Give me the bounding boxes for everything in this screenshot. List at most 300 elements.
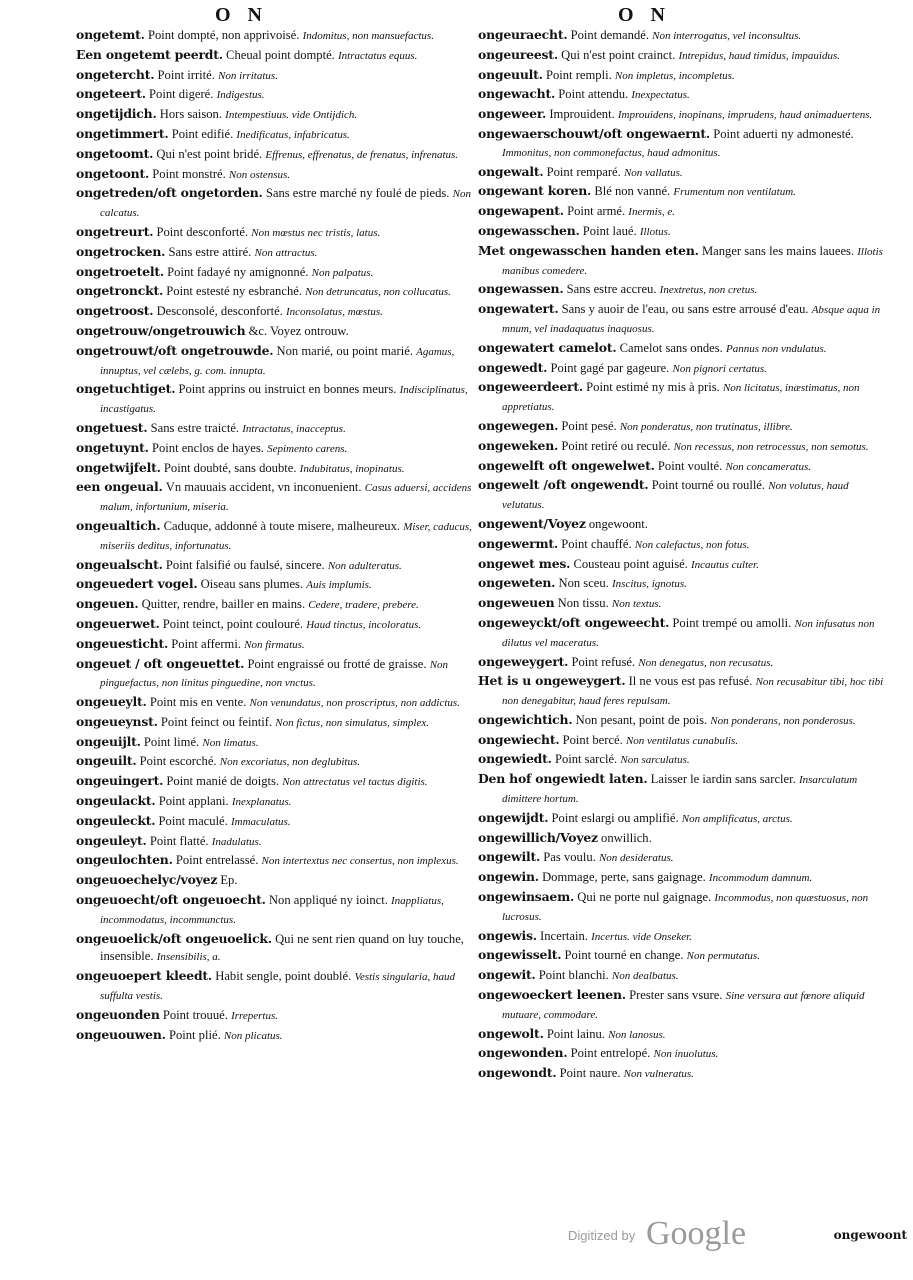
entry-latin-gloss: Non mœstus nec tristis, latus. xyxy=(251,226,381,239)
dictionary-entry xyxy=(478,182,888,202)
running-head-right: O N xyxy=(618,4,671,26)
dictionary-entry xyxy=(478,457,888,477)
dictionary-entry xyxy=(478,770,888,809)
entry-latin-gloss: Non limatus. xyxy=(202,736,259,749)
entry-latin-gloss: Improuidens, inopinans, imprudens, haud animaduertens. xyxy=(617,109,873,122)
entry-headword: ongeuesticht. xyxy=(76,635,169,651)
dictionary-entry xyxy=(478,653,888,673)
dictionary-entry xyxy=(478,888,888,927)
dictionary-entry xyxy=(76,812,476,832)
entry-headword: ongewis. xyxy=(478,927,537,943)
entry-latin-gloss: Non vallatus. xyxy=(623,166,683,179)
dictionary-entry xyxy=(478,848,888,868)
entry-headword: ongewiecht. xyxy=(478,731,560,747)
entry-latin-gloss: Incommodum damnum. xyxy=(708,872,813,885)
entry-french-gloss: Blé non vanné. xyxy=(594,184,671,199)
entry-french-gloss: Incertain. xyxy=(540,928,588,943)
dictionary-entry xyxy=(76,891,476,930)
entry-french-gloss: Non tissu. xyxy=(557,596,609,611)
entry-latin-gloss: Non excoriatus, non deglubitus. xyxy=(219,756,360,769)
dictionary-entry xyxy=(478,731,888,751)
entry-latin-gloss: Inedificatus, infabricatus. xyxy=(236,128,350,141)
entry-latin-gloss: Non palpatus. xyxy=(311,266,374,279)
entry-french-gloss: Point trempé ou amolli. xyxy=(672,615,792,630)
entry-french-gloss: Sans estre accreu. xyxy=(566,282,657,297)
entry-headword: ongewisselt. xyxy=(478,947,562,963)
entry-headword: ongetuest. xyxy=(76,419,148,435)
dictionary-entry xyxy=(76,693,476,713)
entry-headword: ongeuen. xyxy=(76,596,139,612)
entry-french-gloss: Point mis en vente. xyxy=(149,695,247,710)
entry-headword: ongewiedt. xyxy=(478,751,552,767)
entry-latin-gloss: Non venundatus, non proscriptus, non addictus. xyxy=(249,697,460,710)
dictionary-entry xyxy=(478,927,888,947)
entry-french-gloss: Oiseau sans plumes. xyxy=(200,577,304,592)
entry-headword: ongewonden. xyxy=(478,1045,568,1061)
entry-headword: ongeueynst. xyxy=(76,713,158,729)
entry-latin-gloss: Non recessus, non retrocessus, non semotus. xyxy=(673,440,869,453)
entry-french-gloss: Point feinct ou feintif. xyxy=(160,714,273,729)
entry-latin-gloss: Miser, caducus, miseriis deditus, infortunatus. xyxy=(100,520,472,552)
dictionary-entry xyxy=(76,125,476,145)
entry-french-gloss: Point irrité. xyxy=(157,67,215,82)
dictionary-entry xyxy=(76,871,476,891)
entry-french-gloss: Point gagé par gageure. xyxy=(550,360,670,375)
entry-latin-gloss: Inermis, e. xyxy=(628,206,676,219)
dictionary-entry xyxy=(76,26,476,46)
entry-french-gloss: Point chauffé. xyxy=(561,536,632,551)
entry-headword: ongeweer. xyxy=(478,106,547,122)
entry-latin-gloss: Non licitatus, inæstimatus, non appretiatus. xyxy=(502,382,860,414)
entry-headword: ongewinsaem. xyxy=(478,889,575,905)
entry-headword: Het is u ongeweygert. xyxy=(478,673,626,689)
entry-french-gloss: Point entrelopé. xyxy=(570,1046,651,1061)
entry-headword: ongeuraecht. xyxy=(478,27,568,42)
dictionary-entry xyxy=(76,380,476,419)
dictionary-entry xyxy=(478,555,888,575)
dictionary-entry xyxy=(478,242,888,281)
entry-headword: ongeulackt. xyxy=(76,793,156,809)
entry-french-gloss: Point flatté. xyxy=(149,833,209,848)
entry-headword: ongewin. xyxy=(478,869,539,885)
dictionary-entry xyxy=(76,851,476,871)
entry-french-gloss: Point attendu. xyxy=(558,87,629,102)
entry-french-gloss: Point estesté ny esbranché. xyxy=(166,284,302,299)
dictionary-entry xyxy=(76,575,476,595)
entry-french-gloss: Manger sans les mains lauees. xyxy=(701,243,855,258)
entry-headword: ongeureest. xyxy=(478,46,558,62)
entry-french-gloss: Il ne vous est pas refusé. xyxy=(628,674,753,689)
dictionary-entry xyxy=(478,46,888,66)
entry-latin-gloss: Non adulteratus. xyxy=(327,559,402,572)
catchword: ongewoont xyxy=(833,1228,907,1242)
entry-french-gloss: Qui ne sent rien quand on luy touche, insensible. xyxy=(100,931,464,964)
entry-headword: ongeuilt. xyxy=(76,753,137,769)
entry-headword: ongetimmert. xyxy=(76,125,169,141)
dictionary-entry xyxy=(478,378,888,417)
entry-latin-gloss: Non plicatus. xyxy=(223,1029,283,1042)
dictionary-entry xyxy=(76,1006,476,1026)
entry-headword: ongetroetelt. xyxy=(76,263,164,279)
entry-french-gloss: Prester sans vsure. xyxy=(629,988,723,1003)
entry-headword: ongeuoecht/oft ongeuoecht. xyxy=(76,892,266,908)
entry-headword: ongeuult. xyxy=(478,66,543,82)
entry-french-gloss: Point tourné en change. xyxy=(564,948,684,963)
entry-french-gloss: Point maculé. xyxy=(158,813,228,828)
entry-latin-gloss: Non impletus, incompletus. xyxy=(614,69,735,82)
entry-latin-gloss: Sine versura aut fœnore aliquid mutuare, commodare. xyxy=(502,990,865,1021)
entry-latin-gloss: Non intertextus nec consertus, non implexus. xyxy=(261,855,459,868)
right-column xyxy=(478,26,888,1084)
entry-headword: ongetuchtiget. xyxy=(76,381,176,397)
entry-french-gloss: Point desconforté. xyxy=(156,224,249,239)
dictionary-entry xyxy=(478,750,888,770)
entry-latin-gloss: Immaculatus. xyxy=(230,815,291,828)
entry-headword: ongewassen. xyxy=(478,281,564,297)
entry-french-gloss: Point aduerti ny admonesté. xyxy=(713,126,854,141)
entry-latin-gloss: Non denegatus, non recusatus. xyxy=(638,656,774,669)
entry-french-gloss: Point voulté. xyxy=(657,458,723,473)
entry-french-gloss: Quitter, rendre, bailler en mains. xyxy=(141,597,306,612)
entry-french-gloss: Laisser le iardin sans sarcler. xyxy=(650,772,796,787)
dictionary-entry xyxy=(76,478,476,517)
dictionary-entry xyxy=(478,966,888,986)
entry-latin-gloss: Indubitatus, inopinatus. xyxy=(299,462,405,475)
entry-french-gloss: Point tourné ou roullé. xyxy=(651,478,766,493)
entry-headword: ongeualtich. xyxy=(76,517,161,533)
dictionary-entry xyxy=(478,359,888,379)
entry-latin-gloss: Non lanosus. xyxy=(608,1028,666,1041)
entry-headword: ongeulochten. xyxy=(76,852,173,868)
dictionary-entry xyxy=(76,752,476,772)
entry-headword: ongetrouwt/oft ongetrouwde. xyxy=(76,342,274,358)
dictionary-entry xyxy=(478,125,888,163)
entry-french-gloss: Point retiré ou reculé. xyxy=(561,438,671,453)
entry-french-gloss: Point teinct, point coulouré. xyxy=(162,616,304,631)
dictionary-entry xyxy=(478,614,888,653)
entry-headword: ongewedt. xyxy=(478,359,548,375)
entry-french-gloss: Point manié de doigts. xyxy=(166,774,280,789)
entry-latin-gloss: Inexplanatus. xyxy=(231,796,292,809)
entry-headword: ongetemt. xyxy=(76,27,145,42)
entry-french-gloss: Point eslargi ou amplifié. xyxy=(551,810,679,825)
dictionary-entry xyxy=(76,615,476,635)
entry-headword: ongeuet / oft ongeuettet. xyxy=(76,655,245,671)
dictionary-entry xyxy=(478,300,888,339)
entry-headword: ongetijdich. xyxy=(76,106,157,122)
dictionary-entry xyxy=(76,145,476,165)
entry-headword: ongetoont. xyxy=(76,165,150,181)
entry-latin-gloss: Illotis manibus comedere. xyxy=(502,245,883,277)
entry-french-gloss: Non sceu. xyxy=(558,576,609,591)
entry-latin-gloss: Non infusatus non dilutus vel maceratus. xyxy=(502,617,875,649)
dictionary-entry xyxy=(478,535,888,555)
entry-french-gloss: Point edifié. xyxy=(171,126,234,141)
entry-latin-gloss: Casus aduersi, accidens malum, infortunium, miseria. xyxy=(100,482,472,514)
entry-headword: ongewijdt. xyxy=(478,809,549,825)
dictionary-entry xyxy=(76,184,476,223)
dictionary-entry xyxy=(76,713,476,733)
entry-headword: ongewit. xyxy=(478,967,536,983)
entry-headword: ongeuijlt. xyxy=(76,733,141,749)
entry-headword: ongewillich/Voyez xyxy=(478,829,598,845)
entry-headword: ongetuynt. xyxy=(76,439,149,455)
entry-latin-gloss: Absque aqua in mnum, vel inadaquatus inaquosus. xyxy=(502,304,881,335)
dictionary-entry xyxy=(76,439,476,459)
entry-headword: ongeweken. xyxy=(478,437,559,453)
dictionary-entry xyxy=(76,342,476,381)
entry-french-gloss: Point blanchi. xyxy=(538,968,609,983)
entry-latin-gloss: Non concameratus. xyxy=(725,460,811,473)
entry-french-gloss: Point falsifié ou faulsé, sincere. xyxy=(165,557,325,572)
entry-latin-gloss: Vestis singularia, haud suffulta vestis. xyxy=(100,971,455,1003)
dictionary-entry xyxy=(478,417,888,437)
dictionary-entry xyxy=(76,1026,476,1046)
entry-french-gloss: Pas voulu. xyxy=(543,850,596,865)
entry-headword: ongeuingert. xyxy=(76,773,164,789)
dictionary-entry xyxy=(76,263,476,283)
entry-headword: ongeuedert vogel. xyxy=(76,576,198,592)
entry-latin-gloss: Non inuolutus. xyxy=(653,1048,719,1061)
entry-latin-gloss: Intrepidus, haud timidus, impauidus. xyxy=(678,49,840,62)
entry-headword: ongewatert. xyxy=(478,301,559,317)
entry-latin-gloss: Non ponderatus, non trutinatus, illibre. xyxy=(619,420,793,433)
google-watermark: Google xyxy=(646,1215,747,1252)
entry-headword: ongewilt. xyxy=(478,849,541,865)
entry-latin-gloss: Non calcatus. xyxy=(100,188,471,220)
dictionary-entry xyxy=(76,832,476,852)
dictionary-entry xyxy=(76,66,476,86)
dictionary-entry xyxy=(76,733,476,753)
entry-french-gloss: Point enclos de hayes. xyxy=(151,440,264,455)
entry-french-gloss: Dommage, perte, sans gaignage. xyxy=(542,870,706,885)
dictionary-entry xyxy=(478,515,888,535)
entry-latin-gloss: Non amplificatus, arctus. xyxy=(681,812,793,825)
dictionary-entry xyxy=(478,85,888,105)
entry-french-gloss: Camelot sans ondes. xyxy=(619,340,723,355)
entry-latin-gloss: Sepimento carens. xyxy=(267,442,348,455)
entry-headword: ongewichtich. xyxy=(478,711,573,727)
entry-headword: ongeweyckt/oft ongeweecht. xyxy=(478,614,670,630)
entry-latin-gloss: Inadulatus. xyxy=(211,835,262,848)
entry-french-gloss: Point limé. xyxy=(143,734,200,749)
entry-french-gloss: Sans estre attiré. xyxy=(168,244,252,259)
entry-headword: ongewatert camelot. xyxy=(478,339,617,355)
dictionary-entry xyxy=(478,1044,888,1064)
entry-headword: ongewelt /oft ongewendt. xyxy=(478,477,649,493)
dictionary-entry xyxy=(478,222,888,242)
entry-french-gloss: Non marié, ou point marié. xyxy=(276,343,413,358)
entry-headword: ongewegen. xyxy=(478,417,559,433)
dictionary-entry xyxy=(478,476,888,515)
entry-headword: ongeweerdeert. xyxy=(478,379,583,395)
entry-latin-gloss: Pannus non vndulatus. xyxy=(725,342,827,355)
entry-headword: ongeweuen xyxy=(478,595,555,611)
entry-french-gloss: Cousteau point aguisé. xyxy=(573,556,688,571)
dictionary-entry xyxy=(76,223,476,243)
entry-french-gloss: Point plié. xyxy=(168,1027,221,1042)
dictionary-entry xyxy=(478,574,888,594)
entry-headword: Met ongewasschen handen eten. xyxy=(478,242,699,258)
dictionary-entry xyxy=(76,967,476,1006)
dictionary-entry xyxy=(76,459,476,479)
dictionary-entry xyxy=(76,46,476,66)
entry-headword: ongeuoelick/oft ongeuoelick. xyxy=(76,930,272,946)
entry-latin-gloss: Non vulneratus. xyxy=(623,1068,694,1081)
entry-french-gloss: Point lainu. xyxy=(546,1026,605,1041)
dictionary-entry xyxy=(76,930,476,968)
entry-headword: een ongeual. xyxy=(76,479,163,495)
entry-latin-gloss: Auis implumis. xyxy=(306,579,372,592)
entry-latin-gloss: Illotus. xyxy=(639,225,671,238)
dictionary-entry xyxy=(76,556,476,576)
entry-headword: ongetrouw/ongetrouwich xyxy=(76,322,246,338)
entry-french-gloss: Point apprins ou instruict en bonnes meurs. xyxy=(178,382,397,397)
dictionary-entry xyxy=(76,419,476,439)
entry-headword: ongetreurt. xyxy=(76,223,154,239)
entry-french-gloss: Point sarclé. xyxy=(554,752,618,767)
entry-french-gloss: &c. Voyez ontrouw. xyxy=(248,323,349,338)
dictionary-entry xyxy=(478,672,888,711)
dictionary-entry xyxy=(76,105,476,125)
dictionary-entry xyxy=(478,202,888,222)
entry-headword: ongewaerschouwt/oft ongewaernt. xyxy=(478,125,711,141)
entry-headword: ongetwijfelt. xyxy=(76,459,161,475)
dictionary-entry xyxy=(478,66,888,86)
entry-latin-gloss: Inscitus, ignotus. xyxy=(612,578,687,591)
entry-latin-gloss: Non calefactus, non fotus. xyxy=(634,538,750,551)
entry-french-gloss: Qui n'est point crainct. xyxy=(561,47,676,62)
entry-french-gloss: Sans estre marché ny foulé de pieds. xyxy=(265,186,450,201)
entry-french-gloss: Point doubté, sans doubte. xyxy=(163,460,297,475)
entry-headword: ongewent/Voyez xyxy=(478,515,586,531)
entry-latin-gloss: Non detruncatus, non collucatus. xyxy=(305,286,451,299)
entry-headword: ongeteert. xyxy=(76,86,146,102)
entry-latin-gloss: Non volutus, haud velutatus. xyxy=(502,480,849,512)
entry-headword: ongetreden/oft ongetorden. xyxy=(76,185,263,201)
entry-headword: ongeuouwen. xyxy=(76,1026,166,1042)
entry-latin-gloss: Agamus, innuptus, vel cælebs, g. com. innupta. xyxy=(100,345,455,377)
entry-headword: ongewasschen. xyxy=(478,222,580,238)
dictionary-entry xyxy=(478,1025,888,1045)
entry-latin-gloss: Frumentum non ventilatum. xyxy=(673,186,796,199)
entry-french-gloss: Habit sengle, point doublé. xyxy=(215,969,352,984)
dictionary-entry xyxy=(478,829,888,849)
entry-latin-gloss: Indigestus. xyxy=(216,89,265,102)
dictionary-entry xyxy=(76,772,476,792)
entry-french-gloss: Point digeré. xyxy=(149,87,214,102)
entry-latin-gloss: Cedere, tradere, prebere. xyxy=(308,599,419,612)
entry-french-gloss: Vn mauuais accident, vn inconuenient. xyxy=(165,480,362,495)
entry-latin-gloss: Non textus. xyxy=(611,598,662,611)
entry-latin-gloss: Non ostensus. xyxy=(228,168,291,181)
dictionary-entry xyxy=(76,595,476,615)
entry-headword: ongetrocken. xyxy=(76,243,166,259)
entry-latin-gloss: Irrepertus. xyxy=(231,1009,279,1022)
dictionary-entry xyxy=(478,986,888,1025)
entry-headword: ongeuleckt. xyxy=(76,812,156,828)
entry-latin-gloss: Intractatus, inacceptus. xyxy=(242,422,346,435)
entry-latin-gloss: Immonitus, non commonefactus, haud admonitus. xyxy=(502,146,721,159)
entry-latin-gloss: Non recusabitur tibi, hoc tibi non denegabitur, haud feres repulsam. xyxy=(502,676,884,708)
entry-french-gloss: Cheual point dompté. xyxy=(226,47,335,62)
entry-latin-gloss: Inappliatus, incommodatus, incommunctus. xyxy=(100,895,444,926)
entry-french-gloss: Point bercé. xyxy=(562,732,623,747)
entry-french-gloss: Ep. xyxy=(220,873,238,888)
entry-french-gloss: Non pesant, point de pois. xyxy=(575,712,708,727)
dictionary-entry xyxy=(478,868,888,888)
entry-latin-gloss: Incertus. vide Onseker. xyxy=(591,930,692,943)
entry-french-gloss: Qui n'est point bridé. xyxy=(156,146,263,161)
dictionary-entry xyxy=(76,517,476,556)
entry-french-gloss: Point estimé ny mis à pris. xyxy=(586,380,720,395)
entry-latin-gloss: Inextretus, non cretus. xyxy=(659,284,758,297)
dictionary-entry xyxy=(76,282,476,302)
entry-french-gloss: Qui ne porte nul gaignage. xyxy=(577,890,712,905)
entry-headword: ongewoeckert leenen. xyxy=(478,987,626,1003)
dictionary-entry xyxy=(478,437,888,457)
running-head-left: O N xyxy=(215,4,268,26)
dictionary-entry xyxy=(76,243,476,263)
dictionary-entry xyxy=(478,946,888,966)
dictionary-entry xyxy=(478,26,888,46)
entry-headword: ongewondt. xyxy=(478,1065,557,1081)
entry-latin-gloss: Non attractus. xyxy=(254,246,318,259)
entry-latin-gloss: Non fictus, non simulatus, simplex. xyxy=(275,716,429,729)
entry-latin-gloss: Non ventilatus cunabulis. xyxy=(625,734,739,747)
dictionary-entry xyxy=(76,635,476,655)
entry-french-gloss: Point refusé. xyxy=(571,654,636,669)
entry-french-gloss: Point dompté, non apprivoisé. xyxy=(147,28,300,42)
entry-french-gloss: Point laué. xyxy=(582,223,637,238)
entry-french-gloss: Desconsolé, desconforté. xyxy=(156,304,283,319)
entry-latin-gloss: Haud tinctus, incoloratus. xyxy=(306,618,422,631)
entry-headword: Een ongetemt peerdt. xyxy=(76,46,223,62)
entry-latin-gloss: Non sarculatus. xyxy=(620,754,690,767)
entry-headword: ongeuoepert kleedt. xyxy=(76,968,213,984)
entry-headword: ongeualscht. xyxy=(76,556,163,572)
entry-latin-gloss: Inconsolatus, mœstus. xyxy=(285,306,383,319)
entry-french-gloss: Point rempli. xyxy=(545,67,612,82)
entry-latin-gloss: Non interrogatus, vel inconsultus. xyxy=(652,30,802,42)
entry-headword: ongewalt. xyxy=(478,163,544,179)
entry-latin-gloss: Incautus culter. xyxy=(691,558,759,571)
dictionary-entry xyxy=(478,280,888,300)
entry-french-gloss: Point fadayé ny amignonné. xyxy=(167,264,309,279)
entry-headword: Den hof ongewiedt laten. xyxy=(478,771,648,787)
dictionary-entry xyxy=(76,302,476,322)
entry-latin-gloss: Non permutatus. xyxy=(686,950,760,963)
entry-headword: ongeweygert. xyxy=(478,653,569,669)
entry-french-gloss: Hors saison. xyxy=(159,107,223,122)
entry-headword: ongeweten. xyxy=(478,575,556,591)
entry-french-gloss: Point entrelassé. xyxy=(175,853,259,868)
entry-headword: ongetercht. xyxy=(76,66,155,82)
entry-latin-gloss: Insensibilis, a. xyxy=(156,951,221,964)
entry-headword: ongewapent. xyxy=(478,203,564,219)
dictionary-entry xyxy=(478,809,888,829)
entry-latin-gloss: Effrenus, effrenatus, de frenatus, infrenatus. xyxy=(265,148,459,161)
entry-latin-gloss: Intractatus equus. xyxy=(337,49,418,62)
entry-latin-gloss: Incommodus, non quæstuosus, non lucrosus. xyxy=(502,892,869,923)
entry-headword: ongewelft oft ongewelwet. xyxy=(478,457,655,473)
entry-latin-gloss: Non dealbatus. xyxy=(611,970,679,983)
dictionary-entry xyxy=(76,655,476,694)
dictionary-entry xyxy=(76,322,476,342)
entry-headword: ongeuerwet. xyxy=(76,615,160,631)
dictionary-entry xyxy=(76,792,476,812)
entry-headword: ongeuleyt. xyxy=(76,832,147,848)
